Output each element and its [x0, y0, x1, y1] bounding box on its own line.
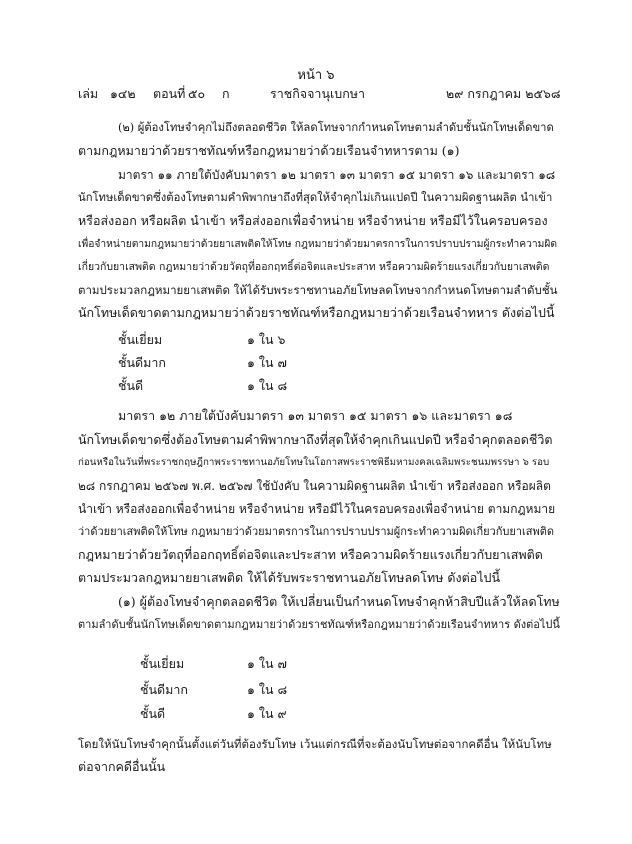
section12-line5: นำเข้า หรือส่งออกเพื่อจำหน่าย หรือจำหน่าย หรือมีไว้ในครอบครองเพื่อจำหน่าย ตามกฎหมาย	[78, 502, 556, 516]
section11-line3: หรือส่งออก หรือผลิต นำเข้า หรือส่งออกเพื่อจำหน่าย หรือจำหน่าย หรือมีไว้ในครอบครอง	[78, 213, 548, 228]
tier2-excellent-value: ๑ ใน ๗	[247, 656, 287, 671]
section12-line7: กฎหมายว่าด้วยวัตถุที่ออกฤทธิ์ต่อจิตและประสาท หรือความผิดร้ายแรงเกี่ยวกับยาเสพติด	[78, 547, 543, 562]
section11-line2: นักโทษเด็ดขาดซึ่งต้องโทษตามคำพิพากษาถึงที่สุดให้จำคุกไม่เกินแปดปี ในความผิดฐานผลิต นำเข้า	[78, 191, 553, 204]
section-type: ก	[222, 86, 230, 101]
section12-line2: นักโทษเด็ดขาดซึ่งต้องโทษตามคำพิพากษาถึงที่สุดให้จำคุกเกินแปดปี หรือจำคุกตลอดชีวิต	[78, 432, 553, 447]
section-number: ๕๐	[188, 86, 206, 101]
section12-line4: ๒๘ กรกฎาคม ๒๕๖๗ พ.ศ. ๒๕๖๗ ใช้บังคับ ในความผิดฐานผลิต นำเข้า หรือส่งออก หรือผลิต	[78, 479, 551, 493]
tier2-excellent-label: ชั้นเยี่ยม	[140, 656, 185, 671]
gazette-title: ราชกิจจานุเบกษา	[270, 86, 366, 101]
tier1-verygood-value: ๑ ใน ๗	[247, 355, 287, 370]
closing-line2: ต่อจากคดีอื่นนั้น	[78, 759, 166, 774]
para1-line1: (๒) ผู้ต้องโทษจำคุกไม่ถึงตลอดชีวิต ให้ลดโทษจากกำหนดโทษตามลำดับชั้นนักโทษเด็ดขาด	[118, 121, 554, 134]
section11-line7: นักโทษเด็ดขาดตามกฎหมายว่าด้วยราชทัณฑ์หรือกฎหมายว่าด้วยเรือนจำทหาร ดังต่อไปนี้	[78, 305, 555, 320]
tier2-good-value: ๑ ใน ๙	[247, 706, 287, 721]
tier1-excellent-label: ชั้นเยี่ยม	[118, 332, 163, 347]
closing-line1: โดยให้นับโทษจำคุกนั้นตั้งแต่วันที่ต้องรับโทษ เว้นแต่กรณีที่จะต้องนับโทษต่อจากคดีอื่น ให้นับโทษ	[78, 737, 552, 751]
section11-line4: เพื่อจำหน่ายตามกฎหมายว่าด้วยยาเสพติดให้โทษ กฎหมายว่าด้วยมาตรการในการปราบปรามผู้กระทำความผิด	[78, 238, 558, 250]
page-number: หน้า ๖	[297, 68, 335, 83]
section12-line3: ก่อนหรือในวันที่พระราชกฤษฎีกาพระราชทานอภัยโทษในโอกาสพระราชพิธีมหามงคลเฉลิมพระชนมพรรษา ๖ รอบ	[78, 457, 550, 468]
section-label: ตอนที่	[153, 86, 186, 101]
tier2-verygood-value: ๑ ใน ๘	[247, 682, 288, 697]
section11-line6: ตามประมวลกฎหมายยาเสพติด ให้ได้รับพระราชทานอภัยโทษลดโทษจากกำหนดโทษตามลำดับชั้น	[78, 283, 558, 297]
section12-line1: มาตรา ๑๒ ภายใต้บังคับมาตรา ๑๓ มาตรา ๑๕ มาตรา ๑๖ และมาตรา ๑๘	[118, 408, 513, 423]
para1-line2: ตามกฎหมายว่าด้วยราชทัณฑ์หรือกฎหมายว่าด้วยเรือนจำทหารตาม (๑)	[78, 143, 460, 158]
section11-line5: เกี่ยวกับยาเสพติด กฎหมายว่าด้วยวัตถุที่ออกฤทธิ์ต่อจิตและประสาท หรือความผิดร้ายแรงเกี่ยวกับยาเสพติด	[78, 261, 550, 273]
tier2-good-label: ชั้นดี	[140, 706, 166, 721]
tier2-verygood-label: ชั้นดีมาก	[140, 682, 188, 697]
section12-line8: ตามประมวลกฎหมายยาเสพติด ให้ได้รับพระราชทานอภัยโทษลดโทษ ดังต่อไปนี้	[78, 570, 501, 585]
section12-line6: ว่าด้วยยาเสพติดให้โทษ กฎหมายว่าด้วยมาตรการในการปราบปรามผู้กระทำความผิดเกี่ยวกับยาเสพติด	[78, 525, 555, 538]
item1-line2: ตามลำดับชั้นนักโทษเด็ดขาดตามกฎหมายว่าด้วยราชทัณฑ์หรือกฎหมายว่าด้วยเรือนจำทหาร ดังต่อไปนี้	[78, 618, 560, 631]
tier1-verygood-label: ชั้นดีมาก	[118, 355, 166, 370]
tier1-good-label: ชั้นดี	[118, 378, 144, 393]
volume-label: เล่ม	[78, 86, 99, 101]
issue-date: ๒๙ กรกฎาคม ๒๕๖๘	[446, 86, 561, 101]
item1-line1: (๑) ผู้ต้องโทษจำคุกตลอดชีวิต ให้เปลี่ยนเป็นกำหนดโทษจำคุกห้าสิบปีแล้วให้ลดโทษ	[118, 594, 560, 609]
section11-line1: มาตรา ๑๑ ภายใต้บังคับมาตรา ๑๒ มาตรา ๑๓ มาตรา ๑๕ มาตรา ๑๖ และมาตรา ๑๘	[118, 168, 556, 182]
tier1-excellent-value: ๑ ใน ๖	[247, 332, 286, 347]
volume-number: ๑๔๒	[110, 86, 136, 101]
tier1-good-value: ๑ ใน ๘	[247, 378, 288, 393]
